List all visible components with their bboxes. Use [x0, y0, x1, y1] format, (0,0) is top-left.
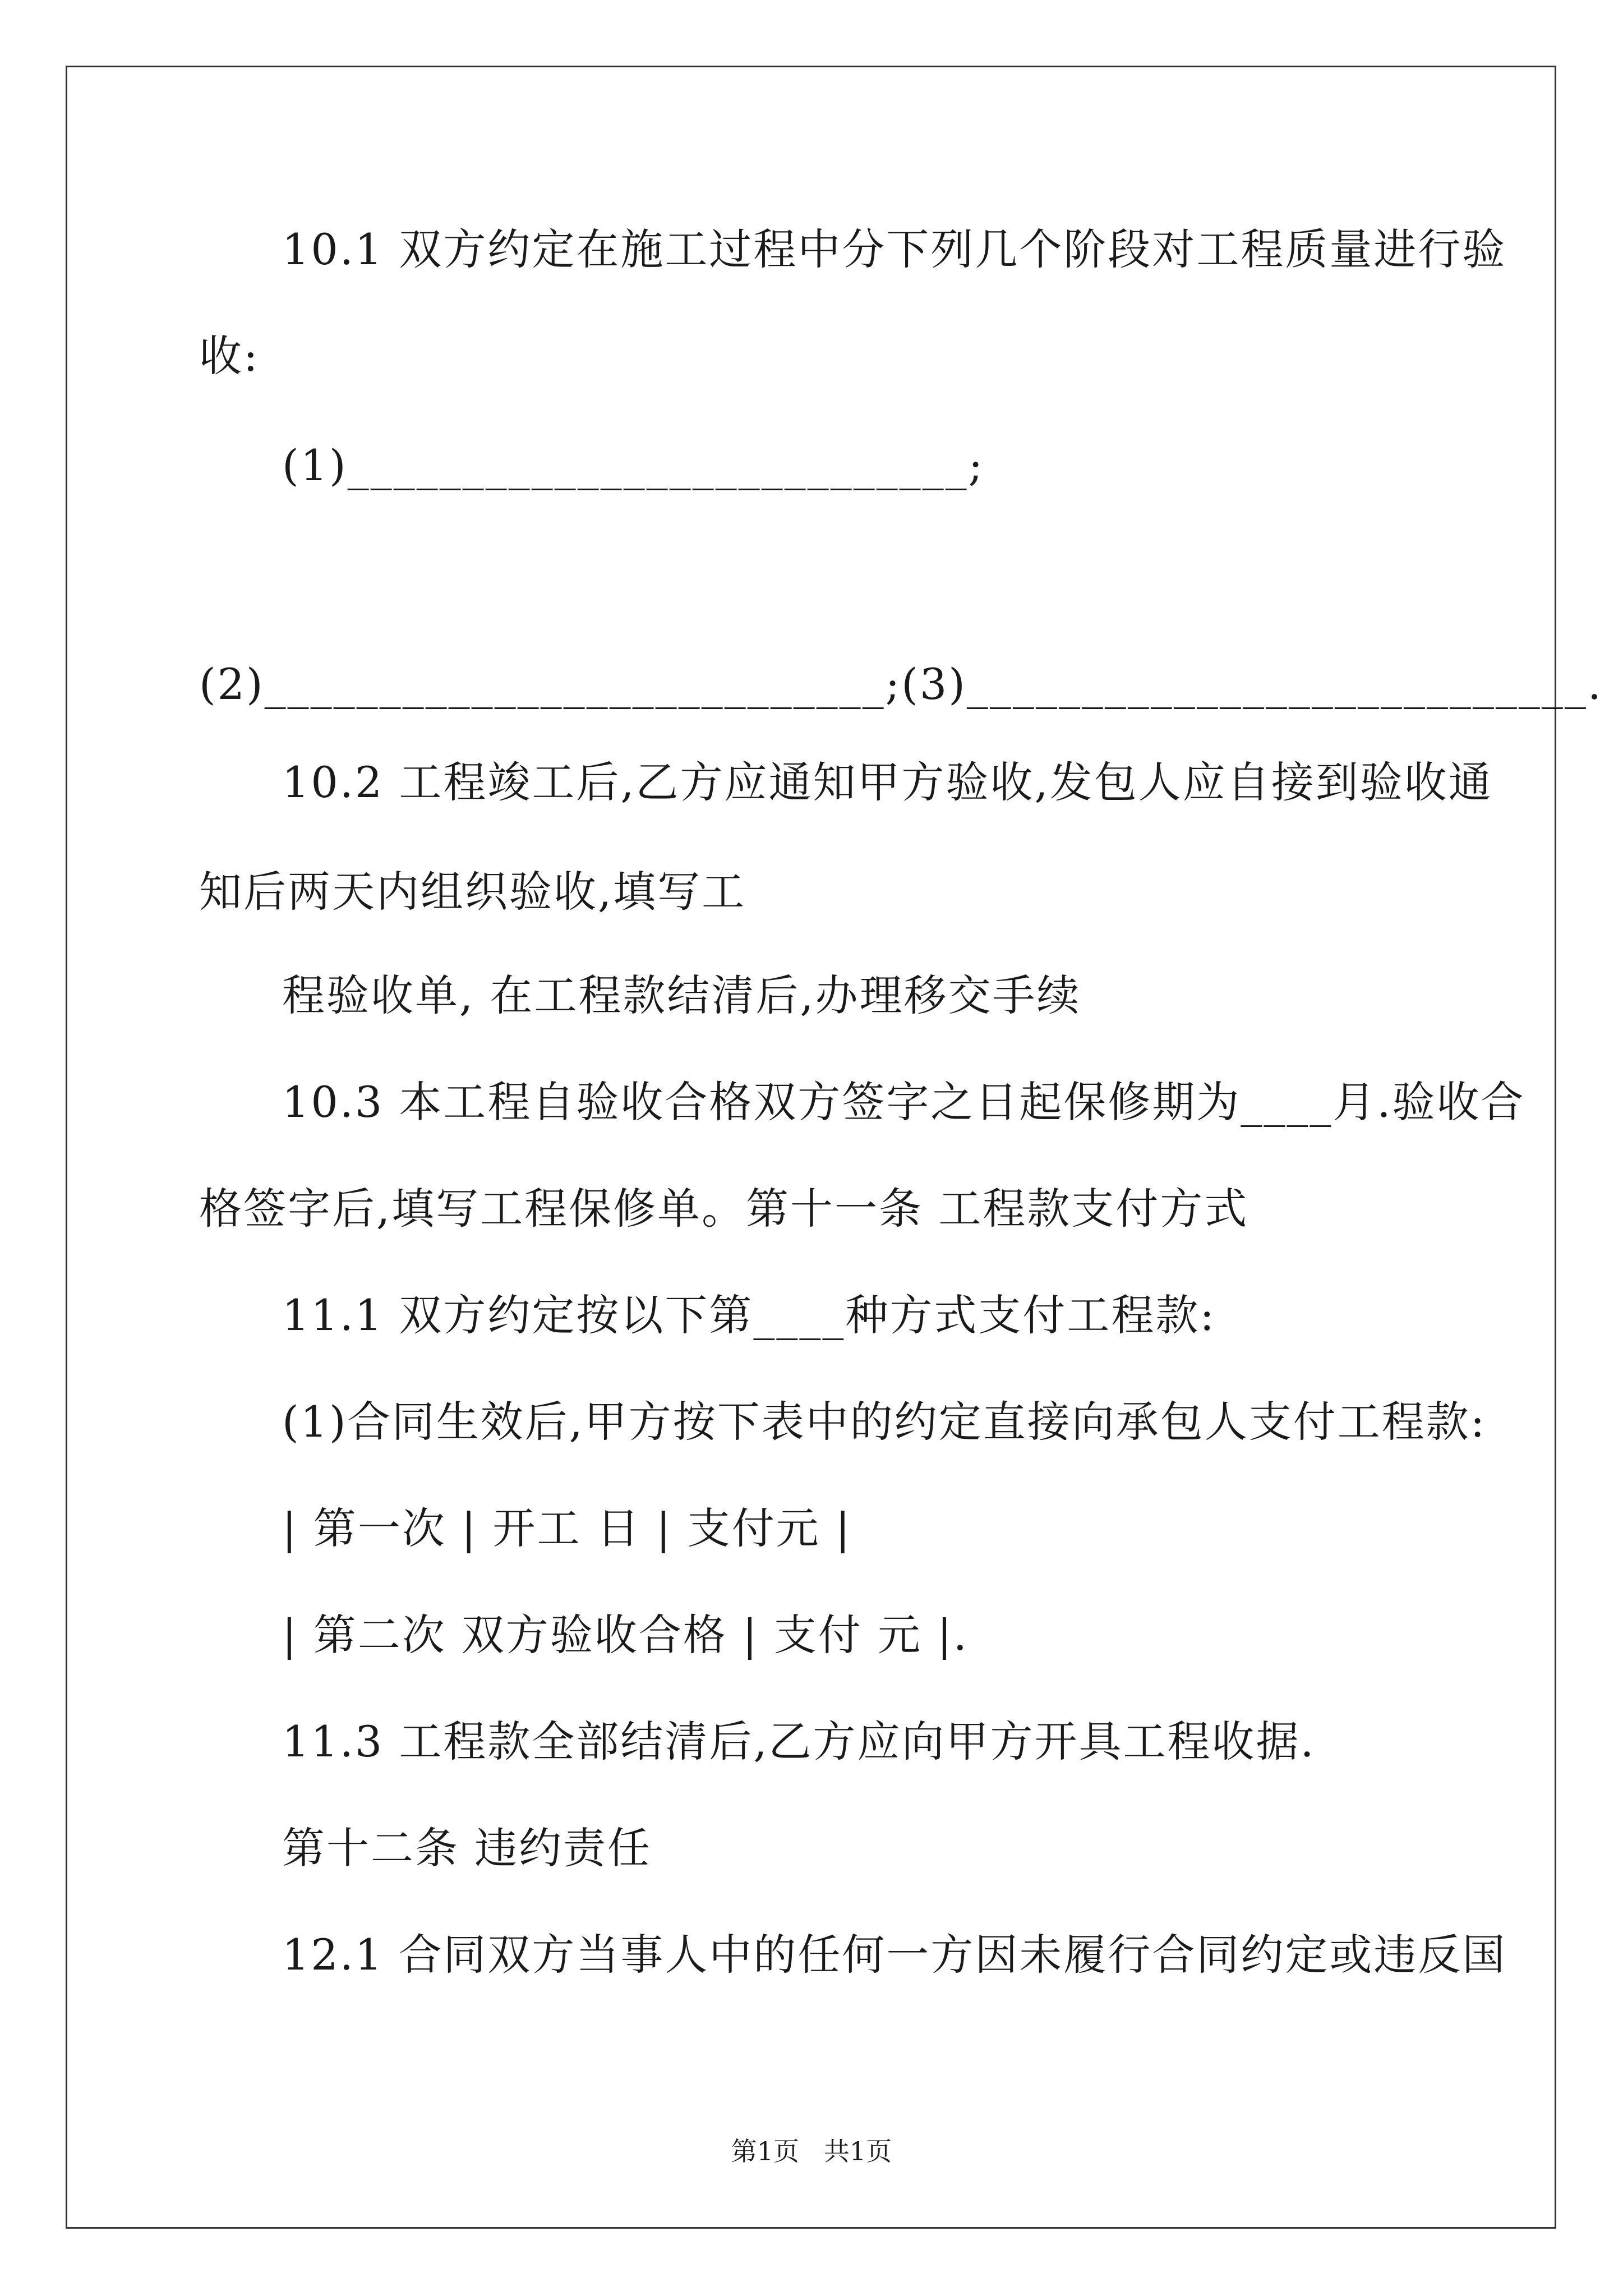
paragraph-11-3: 11.3 工程款全部结清后,乙方应向甲方开具工程收据.: [282, 1717, 1316, 1766]
payment-table-row-2: | 第二次 双方验收合格 | 支付 元 |.: [282, 1610, 969, 1660]
paragraph-10-3-line-1: 10.3 本工程自验收合格双方签字之日起保修期为____月.验收合: [282, 1077, 1525, 1127]
paragraph-10-1-line-2: 收:: [199, 331, 260, 381]
page-footer: 第1页 共1页: [731, 2136, 892, 2166]
article-12-heading: 第十二条 违约责任: [282, 1823, 652, 1873]
payment-method-1: (1)合同生效后,甲方按下表中的约定直接向承包人支付工程款:: [282, 1397, 1487, 1447]
paragraph-10-2-line-1: 10.2 工程竣工后,乙方应通知甲方验收,发包人应自接到验收通: [282, 757, 1493, 807]
payment-table-row-1: | 第一次 | 开工 日 | 支付元 |: [282, 1503, 852, 1553]
paragraph-10-2-line-3: 程验收单, 在工程款结清后,办理移交手续: [282, 970, 1081, 1020]
acceptance-stage-2-3: (2)___________________________;(3)___________________________.: [199, 659, 1603, 709]
page-border: [66, 66, 1556, 2229]
paragraph-11-1: 11.1 双方约定按以下第____种方式支付工程款:: [282, 1290, 1216, 1340]
paragraph-10-1-line-1: 10.1 双方约定在施工过程中分下列几个阶段对工程质量进行验: [282, 224, 1507, 274]
paragraph-10-2-line-2: 知后两天内组织验收,填写工: [199, 867, 746, 917]
paragraph-10-3-line-2: 格签字后,填写工程保修单。第十一条 工程款支付方式: [199, 1184, 1249, 1234]
acceptance-stage-1: (1)___________________________;: [282, 440, 985, 490]
paragraph-12-1-line-1: 12.1 合同双方当事人中的任何一方因未履行合同约定或违反国: [282, 1930, 1507, 1980]
